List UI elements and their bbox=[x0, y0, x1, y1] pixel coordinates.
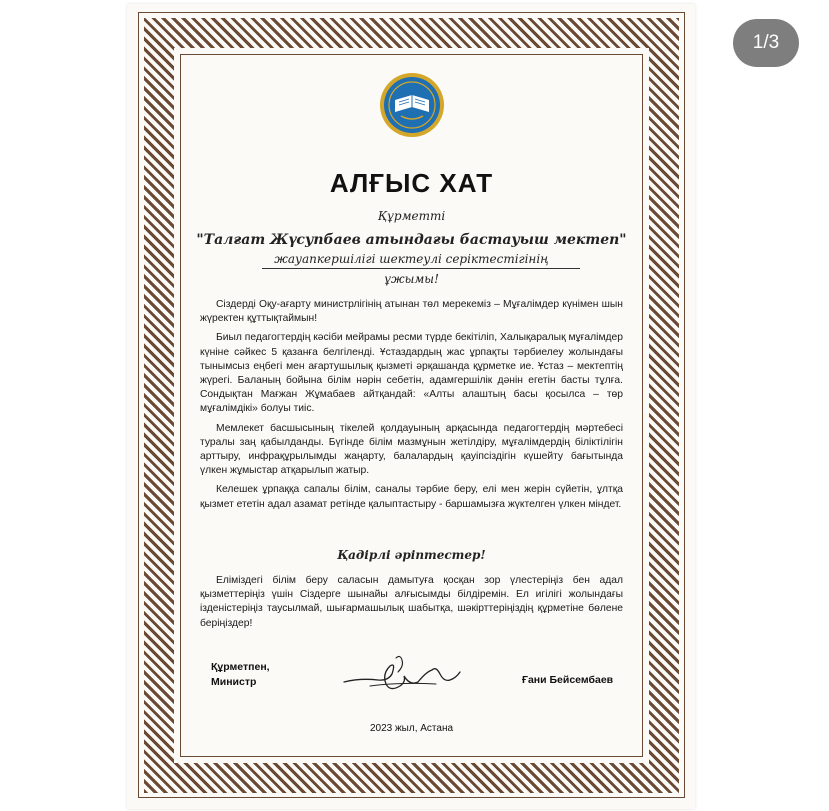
recipient-organization-type: жауапкершілігі шектеулі серіктестігінің bbox=[274, 252, 549, 266]
sign-off-regards: Құрметпен, bbox=[211, 661, 270, 673]
sign-off bbox=[211, 660, 270, 690]
letter-title: АЛҒЫС ХАТ bbox=[329, 168, 494, 198]
closing-body bbox=[200, 574, 623, 631]
honorific: Құрметті bbox=[377, 209, 446, 223]
body-paragraph: Биыл педагогтердің кәсіби мейрамы ресми түрде бекітіліп, Халықаралық мұғалімдер күніне сәйкес 5 қазанға белгіленді. Ұстаздардың жас ұрпақты тәрбиелеу жолындағы тынымсыз еңбегі мен ағартушылық қызметі әрқашанда құрметке ие. Ұстаз – мектептің жүрегі. Баланың бойына білім нәрін себетін, адамгершілік дәнін егетін басты тұлға. Сондықтан Мағжан Жұмабаев айтқандай: «Алты алаштың басы қосылса – төр мұғалімдікі» болуы тиіс. bbox=[200, 332, 623, 415]
colleagues-greeting: Қадірлі әріптестер! bbox=[337, 548, 486, 562]
ministry-emblem-icon bbox=[379, 72, 445, 138]
recipient-name: "Талғат Жүсупбаев атындағы бастауыш мектеп" bbox=[196, 232, 627, 248]
body-paragraph: Сіздерді Оқу-ағарту министрлігінің атынан төл мерекеміз – Мұғалімдер күнімен шын жүректен құттықтаймын! bbox=[200, 299, 623, 325]
signature-icon bbox=[340, 652, 464, 698]
recipient-underline bbox=[262, 268, 580, 269]
body-paragraph: Мемлекет басшысының тікелей қолдауының арқасында педагогтердің мәртебесі туралы заң қабылданды. Бүгінде білім мазмұнын жетілдіру, мұғалімдердің біліктілігін арттыру, инфрақұрылымды жаңарту, балалардың қауіпсіздігін күшейту бағытында үлкен жұмыстар атқарылып жатыр. bbox=[200, 422, 623, 477]
sign-off-position: Министр bbox=[211, 676, 257, 688]
recipient-collective: ұжымы! bbox=[384, 272, 439, 286]
place-and-date: 2023 жыл, Астана bbox=[369, 723, 454, 734]
body-paragraph: Келешек ұрпаққа сапалы білім, саналы тәрбие беру, елі мен жерін сүйетін, ұлтқа қызмет ететін адал азамат ретінде қалыптастыру - баршамызға жүктелген үлкен міндет. bbox=[200, 484, 623, 510]
signatory-name: Ғани Бейсембаев bbox=[522, 674, 614, 686]
page-counter-badge: 1/3 bbox=[733, 19, 799, 67]
closing-paragraph: Еліміздегі білім беру саласын дамытуға қосқан зор үлестеріңіз бен адал қызметтеріңіз үшін Сіздерге шынайы алғысымды білдіремін. Ел игілігі жолындағы ізденістеріңіз таусылмай, шығармашылық шабытқа, шәкірттеріңіздің құрметіне бөлене беріңіздер! bbox=[200, 575, 623, 629]
letter-body bbox=[200, 298, 623, 517]
